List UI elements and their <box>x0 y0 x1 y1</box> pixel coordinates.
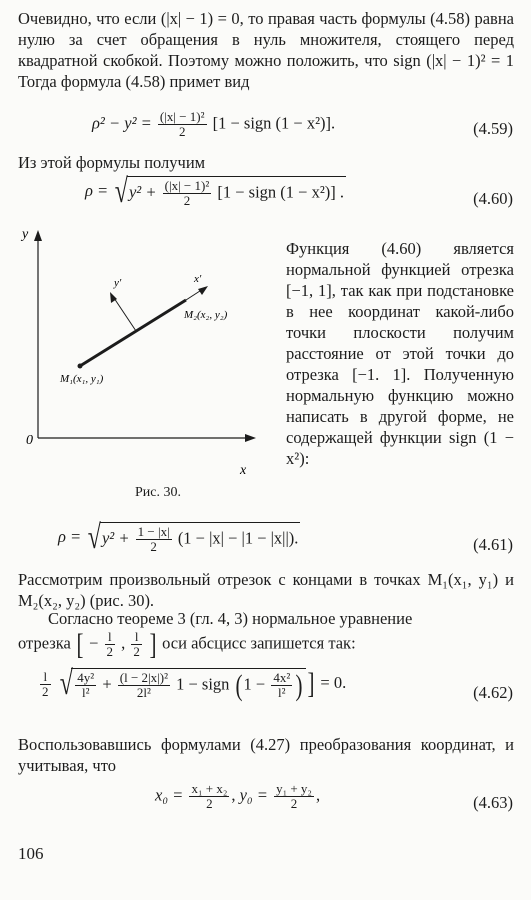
eq460-head: y² + <box>128 182 157 202</box>
eq463-y-num: y₁ + y₂ <box>276 781 312 796</box>
y-axis-arrow <box>34 230 42 241</box>
eq461-lhs: ρ = <box>58 526 82 546</box>
eq461-numerator: 1 − |x| <box>137 524 170 539</box>
segment-right-num: l <box>131 630 142 645</box>
from-formula-text: Из этой формулы получим <box>18 153 206 172</box>
figure-30 <box>18 222 268 480</box>
segment-line <box>18 627 356 661</box>
x-prime-label: x′ <box>194 273 202 285</box>
eq463-y0: y₀ = <box>239 785 268 805</box>
equation-4-59 <box>0 110 531 150</box>
origin-label: 0 <box>26 433 33 448</box>
eq459-lhs: ρ² − y² = <box>92 113 152 133</box>
eq459-numerator: (|x| − 1)² <box>159 109 205 124</box>
eq462-label: (4.62) <box>473 683 513 702</box>
eq459-tail: [1 − sign (1 − x²)]. <box>212 113 336 133</box>
segment-word: отрезка <box>18 633 71 653</box>
eq461-radical-sign: √ <box>88 519 102 556</box>
eq460-lhs: ρ = <box>85 180 109 200</box>
eq462-prefactor-num: l <box>40 670 51 685</box>
eq462-fraction-a <box>75 671 96 700</box>
eq462-b-num: (l − 2|x|)² <box>119 670 168 685</box>
eq462-c-den: l² <box>278 685 286 700</box>
x-prime-arrow <box>198 286 208 295</box>
eq462-close-bracket: ] <box>307 667 315 700</box>
consider-paragraph: Рассмотрим произвольный отрезок с концами в точках M₁(x₁, y₁) и M₂(x₂, y₂) (рис. 30). <box>18 570 514 610</box>
eq462-a-num: 4y² <box>77 670 95 685</box>
eq461-denominator: 2 <box>150 539 157 554</box>
eq463-x0: x₀ = <box>155 785 184 805</box>
eq460-radical-sign: √ <box>115 173 129 210</box>
segment-right-den: 2 <box>133 644 140 659</box>
eq462-end: = 0. <box>320 672 347 692</box>
equation-4-61 <box>0 519 531 562</box>
segment-m1-m2 <box>80 300 186 366</box>
eq460-denominator: 2 <box>183 193 191 208</box>
figure-caption: Рис. 30. <box>135 485 181 500</box>
eq462-radical-sign: √ <box>59 665 73 702</box>
eq463-y-fraction <box>274 782 314 811</box>
segment-left-den: 2 <box>106 644 114 659</box>
eq463-x-num: x₁ + x₂ <box>191 781 228 796</box>
eq462-prefactor <box>40 670 51 699</box>
eq463-y-den: 2 <box>290 796 298 811</box>
eq460-radicand <box>127 176 346 208</box>
side-paragraph: Функция (4.60) является нормальной функцией отрезка [−1, 1], так как при подстановке в нее координат какой-либо точки плоскости получим расстояние от этой точки до отрезка [−1. 1]. Полученную нормальную функцию можно написать в другой форме, не содержащей функции sign (1 − x²): <box>286 239 514 468</box>
eq461-fraction <box>136 525 172 554</box>
eq461-head: y² + <box>101 528 130 548</box>
eq463-end: , <box>315 785 321 805</box>
eq462-fraction-b <box>118 671 170 700</box>
eq459-label: (4.59) <box>473 119 513 138</box>
using-paragraph: Воспользовавшись формулами (4.27) преобразования координат, и учитывая, что <box>18 735 514 775</box>
eq462-c-num: 4x² <box>273 670 291 685</box>
segment-tail: оси абсцисс запишется так: <box>162 633 356 653</box>
segment-right-fraction <box>131 630 142 659</box>
eq462-open-paren: ( <box>235 668 243 702</box>
y-prime-axis-line <box>114 298 136 331</box>
equation-4-60 <box>0 173 531 216</box>
point-m1 <box>78 364 83 369</box>
eq459-denominator: 2 <box>178 124 186 139</box>
eq461-radicand <box>100 522 300 554</box>
segment-left-bracket: [ <box>76 627 84 661</box>
eq460-label: (4.60) <box>473 189 513 208</box>
equation-4-62 <box>0 665 531 714</box>
eq461-tail: (1 − |x| − |1 − |x||). <box>177 528 299 548</box>
segment-minus: − <box>89 633 99 653</box>
segment-right-bracket: ] <box>149 627 157 661</box>
eq463-label: (4.63) <box>473 793 513 812</box>
eq462-radicand: $\frac{\text{4y²}}{\text{l²}}$ + $\frac{\text{(l − 2|x|)²}}{\text{2l²}}$ 1 − sign (1 − $\frac{\text{4x²}}{\text{l²}}$ ) <box>71 668 306 700</box>
intro-paragraph: Очевидно, что если (|x| − 1) = 0, то правая часть формулы (4.58) равна нулю за счет обращения в нуль множителя, стоящего перед квадратной скобкой. Поэтому можно положить, что sign (|x| − 1)² = 1 Тогда формула (4.58) примет вид <box>18 9 514 91</box>
eq462-b-den: 2l² <box>136 685 151 700</box>
segment-left-num: l <box>105 630 116 645</box>
eq462-plus: + <box>102 674 112 694</box>
eq462-a-den: l² <box>81 685 90 700</box>
eq463-x-fraction <box>189 782 229 811</box>
y-axis-label: y <box>22 227 29 242</box>
x-axis-label: x <box>240 463 247 478</box>
eq463-separator: , <box>231 785 236 805</box>
eq461-label: (4.61) <box>473 535 513 554</box>
eq460-fraction <box>163 179 212 208</box>
eq463-x-den: 2 <box>206 796 213 811</box>
y-prime-label: y′ <box>114 277 122 289</box>
eq459-fraction <box>158 110 207 139</box>
m1-label: M₁(x₁, y₁) <box>60 373 104 385</box>
m2-label: M₂(x₂, y₂) <box>184 309 228 321</box>
segment-comma: , <box>121 633 126 653</box>
eq462-mid: 1 − sign <box>176 674 230 694</box>
eq462-prefactor-den: 2 <box>42 683 49 699</box>
eq462-fraction-c <box>271 671 292 700</box>
eq462-close-paren: ) <box>295 668 303 702</box>
equation-4-63 <box>0 782 531 822</box>
x-axis-arrow <box>245 434 256 442</box>
theorem-line: Согласно теореме 3 (гл. 4, 3) нормальное уравнение <box>48 609 413 628</box>
eq460-numerator: (|x| − 1)² <box>164 178 210 193</box>
page-number: 106 <box>18 844 44 863</box>
eq460-tail: [1 − sign (1 − x²)] . <box>217 182 345 202</box>
segment-left-fraction <box>105 630 116 659</box>
